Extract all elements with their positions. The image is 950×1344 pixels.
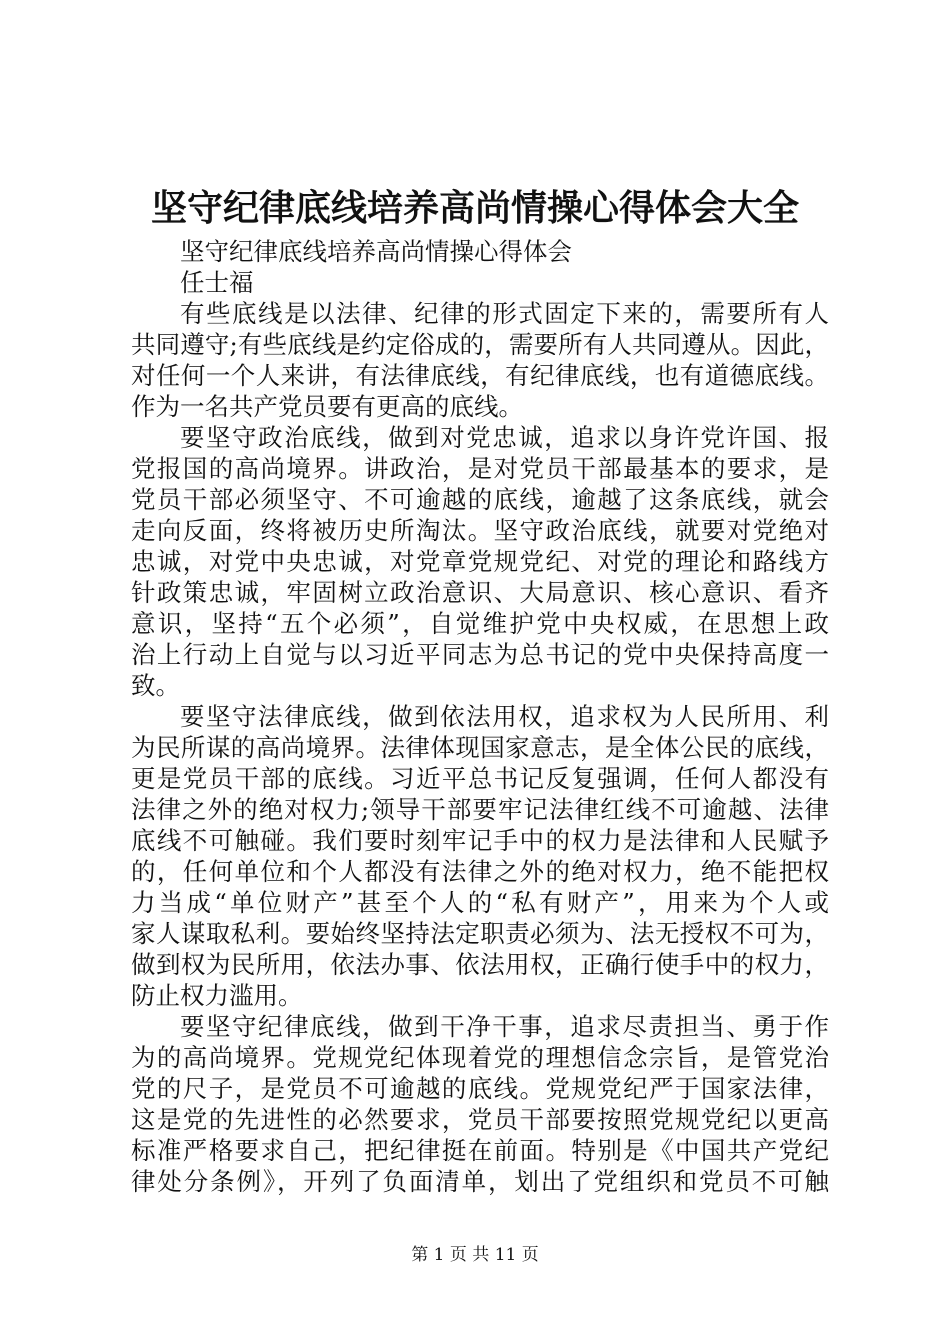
- text-line: 做到权为民所用，依法办事、依法用权，正确行使手中的权力，: [131, 950, 829, 979]
- text-line: 法律之外的绝对权力;领导干部要牢记法律红线不可逾越、法律: [131, 795, 829, 824]
- text-line: 党的尺子，是党员不可逾越的底线。党规党纪严于国家法律，: [131, 1074, 829, 1103]
- page-number-footer: 第 1 页 共 11 页: [411, 1245, 539, 1265]
- text-line: 力当成“单位财产”甚至个人的“私有财产”，用来为个人或: [131, 888, 829, 917]
- text-line: 防止权力滥用。: [131, 981, 303, 1010]
- text-line: 要坚守政治底线，做到对党忠诚，追求以身许党许国、报: [180, 423, 829, 452]
- text-line: 要坚守纪律底线，做到干净干事，追求尽责担当、勇于作: [180, 1012, 829, 1041]
- subtitle-line: 坚守纪律底线培养高尚情操心得体会: [180, 237, 572, 266]
- text-line: 标准严格要求自己，把纪律挺在前面。特别是《中国共产党纪: [131, 1136, 829, 1165]
- text-line: 忠诚，对党中央忠诚，对党章党规党纪、对党的理论和路线方: [131, 547, 829, 576]
- text-line: 要坚守法律底线，做到依法用权，追求权为人民所用、利: [180, 702, 829, 731]
- text-line: 致。: [131, 671, 180, 700]
- text-line: 对任何一个人来讲，有法律底线，有纪律底线，也有道德底线。: [131, 361, 829, 390]
- text-line: 为的高尚境界。党规党纪体现着党的理想信念宗旨，是管党治: [131, 1043, 829, 1072]
- text-line: 党报国的高尚境界。讲政治，是对党员干部最基本的要求，是: [131, 454, 829, 483]
- text-line: 党员干部必须坚守、不可逾越的底线，逾越了这条底线，就会: [131, 485, 829, 514]
- document-title: 坚守纪律底线培养高尚情操心得体会大全: [150, 187, 799, 229]
- text-line: 的，任何单位和个人都没有法律之外的绝对权力，绝不能把权: [131, 857, 829, 886]
- text-line: 走向反面，终将被历史所淘汰。坚守政治底线，就要对党绝对: [131, 516, 829, 545]
- text-line: 作为一名共产党员要有更高的底线。: [131, 392, 523, 421]
- text-line: 律处分条例》，开列了负面清单，划出了党组织和党员不可触: [131, 1167, 829, 1196]
- text-line: 更是党员干部的底线。习近平总书记反复强调，任何人都没有: [131, 764, 829, 793]
- text-line: 治上行动上自觉与以习近平同志为总书记的党中央保持高度一: [131, 640, 829, 669]
- text-line: 意识，坚持“五个必须”，自觉维护党中央权威，在思想上政: [131, 609, 829, 638]
- author-line: 任士福: [180, 268, 254, 297]
- text-line: 家人谋取私利。要始终坚持法定职责必须为、法无授权不可为，: [131, 919, 829, 948]
- text-line: 这是党的先进性的必然要求，党员干部要按照党规党纪以更高: [131, 1105, 829, 1134]
- text-line: 为民所谋的高尚境界。法律体现国家意志，是全体公民的底线，: [131, 733, 829, 762]
- text-line: 底线不可触碰。我们要时刻牢记手中的权力是法律和人民赋予: [131, 826, 829, 855]
- document-body: [131, 236, 829, 1197]
- text-line: 共同遵守;有些底线是约定俗成的，需要所有人共同遵从。因此，: [131, 330, 829, 359]
- text-line: 有些底线是以法律、纪律的形式固定下来的，需要所有人: [180, 299, 829, 328]
- text-line: 针政策忠诚，牢固树立政治意识、大局意识、核心意识、看齐: [131, 578, 829, 607]
